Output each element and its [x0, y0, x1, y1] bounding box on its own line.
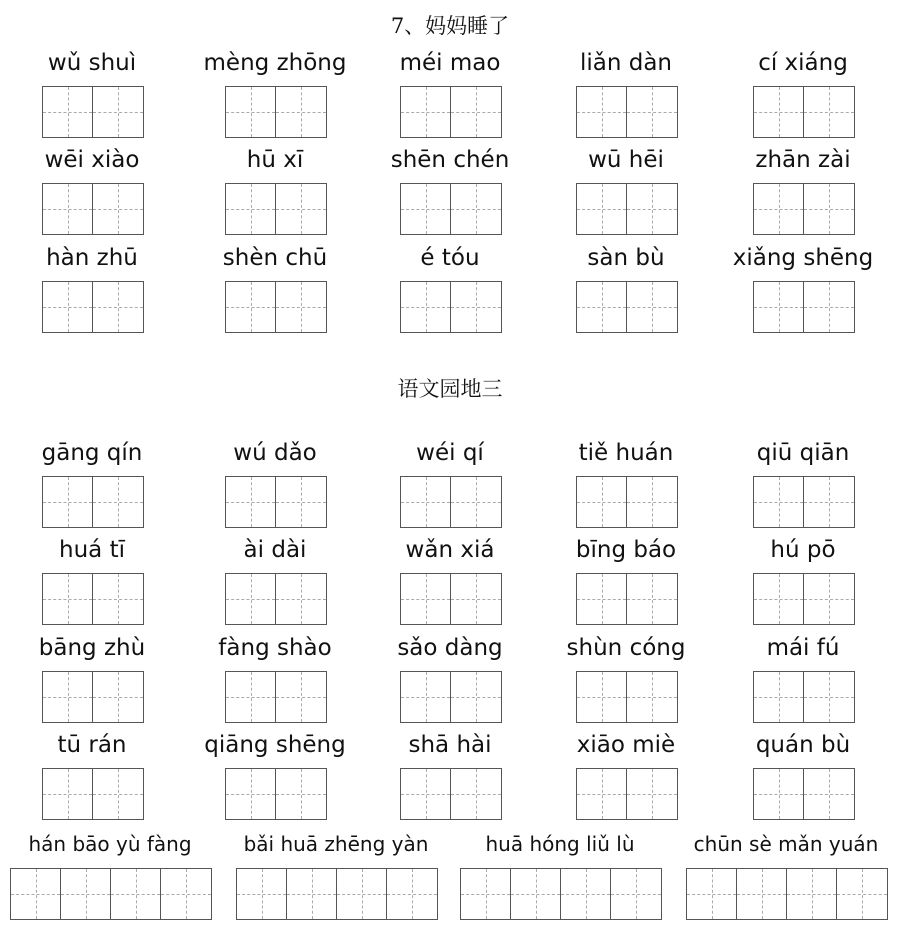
pinyin-label: sǎo dàng [397, 635, 503, 661]
writing-cell[interactable] [754, 769, 804, 819]
pinyin-label: wǔ shuì [47, 50, 137, 76]
writing-cell[interactable] [451, 87, 501, 137]
pinyin-label: tū rán [57, 732, 127, 758]
writing-grid[interactable] [753, 671, 855, 723]
writing-grid[interactable] [753, 183, 855, 235]
writing-cell[interactable] [276, 672, 326, 722]
writing-cell[interactable] [337, 869, 387, 919]
pinyin-label: bǎi huā zhēng yàn [243, 832, 429, 856]
writing-cell[interactable] [226, 672, 276, 722]
pinyin-label: wēi xiào [44, 147, 140, 173]
writing-cell[interactable] [93, 184, 143, 234]
writing-grid[interactable] [576, 86, 678, 138]
writing-cell[interactable] [804, 672, 854, 722]
pinyin-label: zhān zài [755, 147, 851, 173]
pinyin-label: chūn sè mǎn yuán [693, 832, 879, 856]
writing-cell[interactable] [276, 87, 326, 137]
writing-cell[interactable] [837, 869, 887, 919]
writing-cell[interactable] [401, 282, 451, 332]
writing-cell[interactable] [577, 282, 627, 332]
writing-grid[interactable] [225, 86, 327, 138]
writing-cell[interactable] [43, 477, 93, 527]
writing-cell[interactable] [627, 477, 677, 527]
writing-cell[interactable] [627, 574, 677, 624]
writing-cell[interactable] [754, 87, 804, 137]
writing-cell[interactable] [687, 869, 737, 919]
pinyin-label: hàn zhū [46, 245, 138, 271]
pinyin-label: qiāng shēng [204, 732, 346, 758]
writing-cell[interactable] [43, 87, 93, 137]
writing-grid[interactable] [42, 768, 144, 820]
writing-grid[interactable] [42, 86, 144, 138]
writing-cell[interactable] [787, 869, 837, 919]
writing-cell[interactable] [461, 869, 511, 919]
writing-cell[interactable] [804, 477, 854, 527]
writing-cell[interactable] [93, 672, 143, 722]
pinyin-label: tiě huán [578, 440, 674, 466]
writing-grid[interactable] [576, 183, 678, 235]
pinyin-label: wū hēi [588, 147, 664, 173]
writing-cell[interactable] [451, 769, 501, 819]
writing-cell[interactable] [226, 184, 276, 234]
writing-grid[interactable] [225, 281, 327, 333]
writing-cell[interactable] [43, 672, 93, 722]
writing-cell[interactable] [11, 869, 61, 919]
writing-cell[interactable] [61, 869, 111, 919]
pinyin-label: wú dǎo [233, 440, 317, 466]
writing-cell[interactable] [804, 574, 854, 624]
writing-cell[interactable] [276, 282, 326, 332]
writing-cell[interactable] [754, 282, 804, 332]
pinyin-label: wéi qí [416, 440, 484, 466]
writing-cell[interactable] [93, 282, 143, 332]
writing-cell[interactable] [627, 672, 677, 722]
writing-cell[interactable] [627, 87, 677, 137]
writing-cell[interactable] [43, 282, 93, 332]
writing-grid[interactable] [42, 476, 144, 528]
writing-cell[interactable] [387, 869, 437, 919]
pinyin-label: shēn chén [390, 147, 510, 173]
writing-cell[interactable] [577, 672, 627, 722]
writing-grid[interactable] [460, 868, 662, 920]
writing-cell[interactable] [276, 574, 326, 624]
pinyin-label: shùn cóng [566, 635, 686, 661]
writing-cell[interactable] [511, 869, 561, 919]
writing-grid[interactable] [10, 868, 212, 920]
pinyin-label: cí xiáng [758, 50, 848, 76]
writing-cell[interactable] [237, 869, 287, 919]
pinyin-label: gāng qín [41, 440, 143, 466]
writing-cell[interactable] [401, 769, 451, 819]
writing-cell[interactable] [804, 769, 854, 819]
writing-cell[interactable] [804, 87, 854, 137]
pinyin-label: xiāo miè [576, 732, 676, 758]
writing-cell[interactable] [276, 769, 326, 819]
writing-cell[interactable] [93, 574, 143, 624]
pinyin-label: liǎn dàn [579, 50, 673, 76]
pinyin-label: fàng shào [218, 635, 332, 661]
writing-grid[interactable] [42, 183, 144, 235]
writing-cell[interactable] [451, 184, 501, 234]
writing-cell[interactable] [561, 869, 611, 919]
writing-cell[interactable] [401, 184, 451, 234]
writing-cell[interactable] [754, 184, 804, 234]
writing-grid[interactable] [576, 476, 678, 528]
writing-grid[interactable] [753, 281, 855, 333]
writing-grid[interactable] [400, 768, 502, 820]
writing-grid[interactable] [686, 868, 888, 920]
pinyin-label: mái fú [766, 635, 840, 661]
writing-cell[interactable] [276, 477, 326, 527]
pinyin-label: sàn bù [587, 245, 665, 271]
pinyin-label: mèng zhōng [203, 50, 347, 76]
pinyin-label: huā hóng liǔ lù [485, 832, 635, 856]
pinyin-label: wǎn xiá [405, 537, 495, 563]
writing-grid[interactable] [400, 573, 502, 625]
writing-grid[interactable] [753, 476, 855, 528]
writing-grid[interactable] [400, 671, 502, 723]
pinyin-label: hú pō [770, 537, 836, 563]
pinyin-label: huá tī [59, 537, 125, 563]
writing-grid[interactable] [400, 476, 502, 528]
writing-grid[interactable] [576, 671, 678, 723]
writing-cell[interactable] [737, 869, 787, 919]
writing-cell[interactable] [754, 574, 804, 624]
writing-cell[interactable] [43, 184, 93, 234]
writing-cell[interactable] [611, 869, 661, 919]
writing-cell[interactable] [401, 672, 451, 722]
writing-cell[interactable] [754, 477, 804, 527]
writing-cell[interactable] [451, 477, 501, 527]
pinyin-label: xiǎng shēng [732, 245, 874, 271]
pinyin-label: shèn chū [222, 245, 328, 271]
pinyin-label: shā hài [408, 732, 492, 758]
pinyin-label: hū xī [246, 147, 304, 173]
writing-grid[interactable] [236, 868, 438, 920]
writing-grid[interactable] [576, 768, 678, 820]
writing-cell[interactable] [93, 477, 143, 527]
writing-cell[interactable] [226, 769, 276, 819]
writing-cell[interactable] [577, 184, 627, 234]
pinyin-label: ài dài [243, 537, 307, 563]
writing-grid[interactable] [225, 183, 327, 235]
writing-cell[interactable] [43, 769, 93, 819]
writing-cell[interactable] [627, 769, 677, 819]
writing-grid[interactable] [753, 573, 855, 625]
writing-grid[interactable] [576, 573, 678, 625]
writing-cell[interactable] [401, 574, 451, 624]
writing-grid[interactable] [400, 281, 502, 333]
writing-cell[interactable] [93, 87, 143, 137]
writing-grid[interactable] [225, 476, 327, 528]
writing-cell[interactable] [226, 477, 276, 527]
writing-cell[interactable] [754, 672, 804, 722]
writing-cell[interactable] [577, 477, 627, 527]
writing-cell[interactable] [161, 869, 211, 919]
writing-cell[interactable] [577, 87, 627, 137]
pinyin-label: bāng zhù [38, 635, 146, 661]
section1-title: 7、妈妈睡了 [390, 14, 510, 38]
writing-grid[interactable] [753, 768, 855, 820]
writing-cell[interactable] [627, 282, 677, 332]
writing-grid[interactable] [225, 671, 327, 723]
writing-grid[interactable] [42, 671, 144, 723]
writing-grid[interactable] [225, 768, 327, 820]
writing-cell[interactable] [451, 672, 501, 722]
pinyin-label: hán bāo yù fàng [28, 832, 192, 856]
writing-cell[interactable] [451, 282, 501, 332]
writing-cell[interactable] [43, 574, 93, 624]
writing-cell[interactable] [401, 477, 451, 527]
writing-grid[interactable] [225, 573, 327, 625]
pinyin-label: é tóu [420, 245, 480, 271]
writing-grid[interactable] [576, 281, 678, 333]
writing-cell[interactable] [577, 769, 627, 819]
writing-cell[interactable] [93, 769, 143, 819]
writing-cell[interactable] [287, 869, 337, 919]
writing-cell[interactable] [627, 184, 677, 234]
pinyin-label: quán bù [755, 732, 851, 758]
writing-grid[interactable] [42, 281, 144, 333]
section2-title: 语文园地三 [397, 377, 503, 401]
writing-grid[interactable] [400, 183, 502, 235]
writing-cell[interactable] [111, 869, 161, 919]
writing-cell[interactable] [577, 574, 627, 624]
writing-cell[interactable] [226, 87, 276, 137]
writing-cell[interactable] [226, 574, 276, 624]
writing-grid[interactable] [400, 86, 502, 138]
writing-cell[interactable] [401, 87, 451, 137]
writing-cell[interactable] [804, 282, 854, 332]
writing-grid[interactable] [753, 86, 855, 138]
writing-cell[interactable] [226, 282, 276, 332]
pinyin-label: bīng báo [575, 537, 677, 563]
pinyin-label: qiū qiān [756, 440, 850, 466]
pinyin-label: méi mao [399, 50, 501, 76]
writing-cell[interactable] [276, 184, 326, 234]
writing-grid[interactable] [42, 573, 144, 625]
writing-cell[interactable] [451, 574, 501, 624]
writing-cell[interactable] [804, 184, 854, 234]
